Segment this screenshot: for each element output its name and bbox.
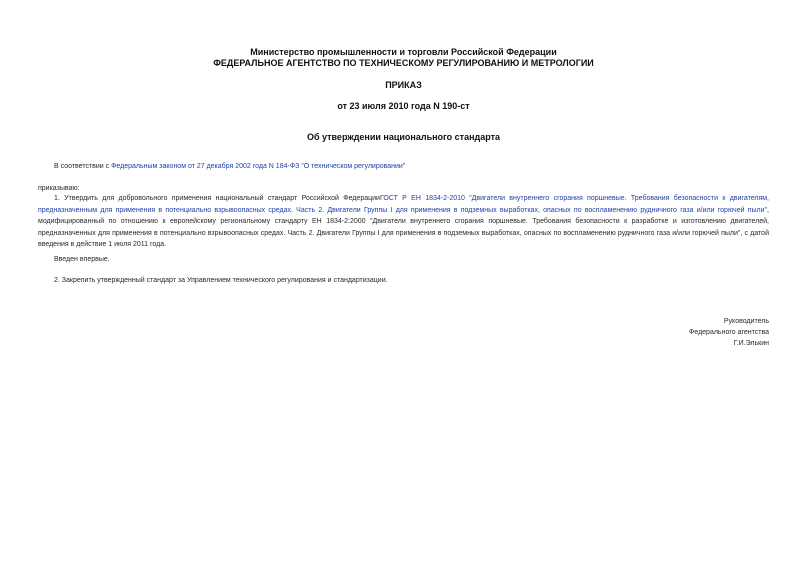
ministry-heading: Министерство промышленности и торговли Российской Федерации: [250, 47, 557, 57]
introduced-first-note: Введен впервые.: [54, 256, 110, 263]
document-title: Об утверждении национального стандарта: [306, 132, 501, 142]
item-1-prefix: 1. Утвердить для добровольного применения национальный стандарт Российской Федерации: [54, 195, 380, 202]
gost-standard-link[interactable]: ГОСТ Р ЕН 1834-2-2010 "Двигатели внутреннего сгорания поршневые. Требования безопасности к двигателям, предназначенным для применения в потенциально взрывоопасных средах. Часть 2. Двигатели Группы I для применения в подземных выработках, опасных по воспламенению рудничного газа и/или горючей пыли": [38, 195, 769, 214]
item-2-paragraph: 2. Закрепить утвержденный стандарт за Управлением технического регулирования и стандартизации.: [54, 277, 388, 284]
basis-paragraph: [54, 161, 754, 173]
federal-law-link[interactable]: Федеральным законом от 27 декабря 2002 года N 184-ФЗ "О техническом регулировании": [111, 163, 406, 170]
basis-prefix: В соответствии с: [54, 163, 112, 170]
signature-role: Руководитель: [723, 318, 769, 325]
signature-agency: Федерального агентства: [689, 329, 769, 336]
item-1-paragraph: [38, 193, 769, 251]
order-heading: ПРИКАЗ: [385, 80, 422, 90]
orders-word: приказываю:: [38, 185, 80, 192]
agency-heading: ФЕДЕРАЛЬНОЕ АГЕНТСТВО ПО ТЕХНИЧЕСКОМУ РЕГУЛИРОВАНИЮ И МЕТРОЛОГИИ: [213, 58, 594, 68]
order-date: от 23 июля 2010 года N 190-ст: [337, 101, 470, 111]
signature-name: Г.И.Элькин: [733, 340, 769, 347]
item-1-suffix: , модифицированный по отношению к европейскому региональному стандарту ЕН 1834-2:2000 "Двигатели внутреннего сгорания поршневые. Требования безопасности к разработке и изготовлению двигателей, предназначенных для применения в потенциально взрывоопасных средах. Часть 2. Двигатели Группы I для применения в подземных выработках, опасных по воспламенению рудничного газа и/или горючей пыли", с датой введения в действие 1 июля 2011 года.: [38, 206, 769, 248]
